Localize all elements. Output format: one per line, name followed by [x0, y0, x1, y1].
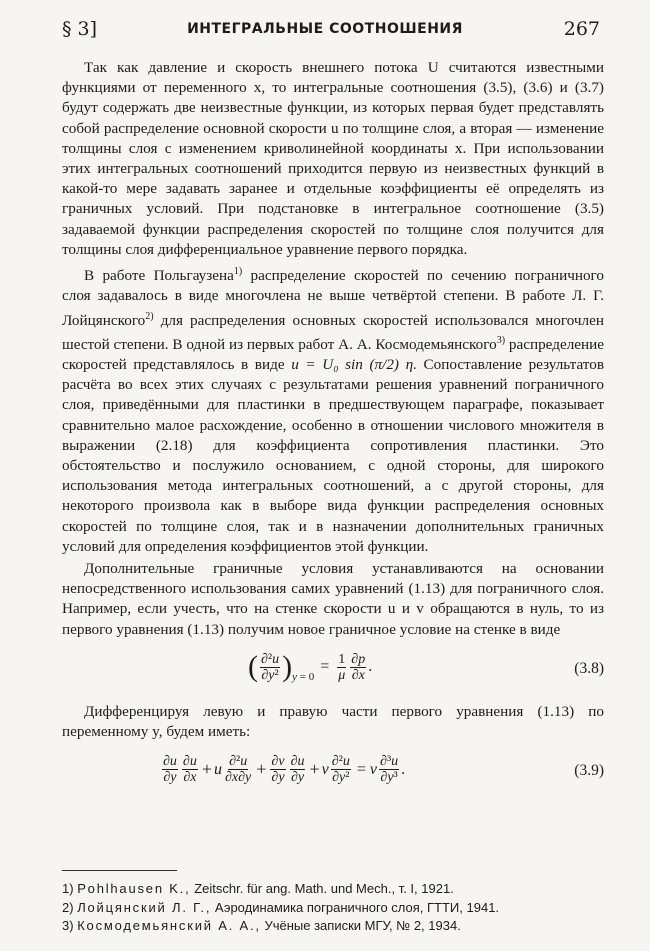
equation-3-8 [62, 640, 604, 702]
footnote-mark-2: 2) [145, 310, 154, 322]
inline-formula: u = U₀ sin (π/2) η. [291, 356, 417, 374]
footnote-2: 2) Лойцянский Л. Г., Аэродинамика пограничного слоя, ГТТИ, 1941. [62, 899, 500, 915]
footnote-rule [62, 870, 177, 871]
paragraph-3: Дополнительные граничные условия устанавливаются на основании непосредственного использования самих уравнений (1.13) для пограничного слоя. Например, если учесть, что на стенке скорости u и v обращаются в нуль, то из первого уравнения (1.13) получим новое граничное условие на стенке в виде [62, 560, 604, 638]
paragraph-2: В работе Польгаузена$^{1)}$ распределение скоростей по сечению пограничного слоя задавалось в виде многочлена не выше четвёртой степени. В работе Л. Г. Лойцянского$^{2)}$ для распределения основных скоростей использовался многочлен шестой степени. В одной из первых работ А. А. Космодемьянского$^{3)}$ распределение скоростей представлялось в виде u = U₀ sin (π/2) η. Сопоставление результатов расчёта во всех этих случаях с результатами решения уравнений пограничного слоя, приведёнными для пластинки в предшествующем параграфе, показывает сравнительно малое расхождение, особенно в отношении числового множителя в выражении (2.18) для коэффициента сопротивления пластинки. Это обстоятельство и послужило основанием, с одной стороны, для широкого использования метода интегральных соотношений, а с другой стороны, для некоторого произвола как в выборе вида функции распределения основных скоростей по толщине слоя, так и в назначении дополнительных граничных условий для определения коэффициентов этой функции. [62, 266, 605, 555]
paragraph-4: Дифференцируя левую и правую части первого уравнения (1.13) по переменному y, будем иметь: [62, 702, 604, 741]
footnote-mark-3: 3) [496, 334, 506, 346]
equation-3-8-expression: ( $\frac{\text{∂²u}}{\text{∂y²}}$ ) $_{y = 0}$ = $\frac{1}{\mu}$ $\frac{\partial p}{\partial x}$ . [248, 650, 373, 684]
equation-3-9 [62, 742, 604, 804]
page-number: 267 [563, 18, 600, 40]
paragraph-1: Так как давление и скорость внешнего потока U считаются известными функциями от переменного x, то интегральные соотношения (3.5), (3.6) и (3.7) будут содержать две неизвестные функции, из которых первая будет представлять собой распределение основной скорости u по толщине слоя, а вторая — изменение толщины слоя с изменением криволинейной координаты x. При использовании этих интегральных соотношений приходится первую из неизвестных функций в какой-то мере задавать заранее и отдельные коэффициенты её определять из граничных условий. При подстановке в интегральное соотношение (3.5) задаваемой функции распределения скоростей по толщине слоя получится для толщины слоя дифференциальное уравнение первого порядка. [62, 59, 604, 258]
section-marker: § 3] [62, 18, 98, 40]
footnote-1: 1) Pohlhausen K., Zeitschr. für ang. Math. und Mech., т. I, 1921. [62, 881, 454, 896]
equation-3-9-expression: $\frac{\partial u}{\partial y}$ $\frac{\partial u}{\partial x}$ + u $\frac{\text{∂²u}}{\partial x\partial y}$ + $\frac{\partial v}{\partial y}$ $\frac{\partial u}{\partial y}$ + v $\frac{\text{∂²u}}{\text{∂y²}}$ = ν $\frac{\text{∂³u}}{\text{∂y³}}$ . [163, 754, 406, 786]
equation-3-8-number: (3.8) [574, 659, 604, 677]
footnote-3: 3) Космодемьянский А. А., Учёные записки МГУ, № 2, 1934. [62, 918, 461, 933]
running-title: ИНТЕГРАЛЬНЫЕ СООТНОШЕНИЯ [187, 21, 463, 37]
page-body [62, 58, 604, 804]
footnote-mark-1: 1) [233, 266, 243, 278]
equation-3-9-number: (3.9) [574, 762, 604, 780]
running-header [0, 18, 650, 44]
footnotes [62, 880, 622, 936]
